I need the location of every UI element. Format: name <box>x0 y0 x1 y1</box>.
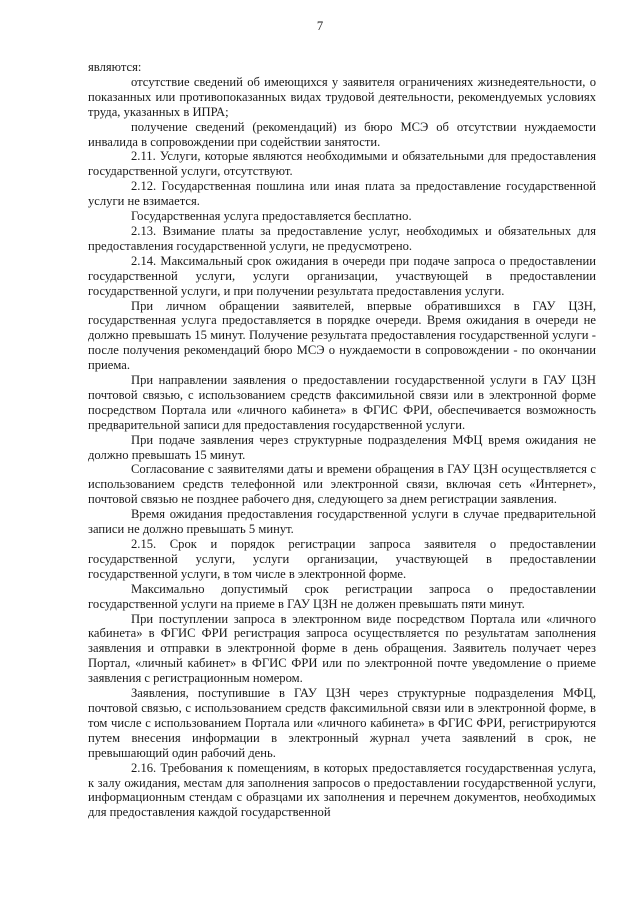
paragraph-prerecord-wait: Время ожидания предоставления государственной услуги в случае предварительной записи не должно превышать 5 минут. <box>88 507 596 537</box>
paragraph-2-16: 2.16. Требования к помещениям, в которых предоставляется государственная услуга, к залу ожидания, местам для заполнения запросов о предоставлении государственной услуги, информационным стендам с образцами их заполнения и перечнем документов, необходимых для предоставления каждой государственной <box>88 760 596 820</box>
paragraph-2-11: 2.11. Услуги, которые являются необходимыми и обязательными для предоставления государственной услуги, отсутствуют. <box>88 149 596 179</box>
paragraph-agreement: Согласование с заявителями даты и времени обращения в ГАУ ЦЗН осуществляется с использованием средств телефонной или электронной связи, включая сеть «Интернет», почтовой связью не позднее рабочего дня, следующего за днем регистрации заявления. <box>88 462 596 507</box>
paragraph-2-13: 2.13. Взимание платы за предоставление услуг, необходимых и обязательных для предоставления государственной услуги, не предусмотрено. <box>88 223 596 253</box>
paragraph-registration-journal: Заявления, поступившие в ГАУ ЦЗН через структурные подразделения МФЦ, почтовой связью, с использованием средств факсимильной связи или в электронной форме, в том числе с использованием Портала или «личного кабинета» в ФГИС ФРИ, регистрируются путем внесения информации в электронный журнал учета заявлений в срок, не превышающий один рабочий день. <box>88 686 596 760</box>
paragraph-3: получение сведений (рекомендаций) из бюро МСЭ об отсутствии нуждаемости инвалида в сопровождении при содействии занятости. <box>88 119 596 149</box>
paragraph-max-registration: Максимально допустимый срок регистрации запроса о предоставлении государственной услуги на приеме в ГАУ ЦЗН не должен превышать пяти минут. <box>88 581 596 611</box>
paragraph-2-15: 2.15. Срок и порядок регистрации запроса заявителя о предоставлении государственной услуги, услуги организации, участвующей в предоставлении государственной услуги, в том числе в электронной форме. <box>88 537 596 581</box>
paragraph-electronic-request: При поступлении запроса в электронном виде посредством Портала или «личного кабинета» в ФГИС ФРИ регистрация запроса осуществляется по результатам заполнения заявления и отправки в электронной форме в день обращения. Заявитель получает через Портал, «личный кабинет» в ФГИС ФРИ или по электронной почте уведомление о приеме заявления с регистрационным номером. <box>88 611 596 686</box>
paragraph-mfc-wait: При подаче заявления через структурные подразделения МФЦ время ожидания не должно превышать 15 минут. <box>88 432 596 462</box>
paragraph-queue-time: При личном обращении заявителей, впервые обратившихся в ГАУ ЦЗН, государственная услуга предоставляется в порядке очереди. Время ожидания в очереди не должно превышать 15 минут. Получение результата предоставления государственной услуги - после получения рекомендаций бюро МСЭ о нуждаемости в сопровождении - по окончании приема. <box>88 298 596 373</box>
paragraph-2: отсутствие сведений об имеющихся у заявителя ограничениях жизнедеятельности, о показанных или противопоказанных видах трудовой деятельности, рекомендуемых условиях труда, указанных в ИПРА; <box>88 74 596 119</box>
paragraph-2-14: 2.14. Максимальный срок ожидания в очереди при подаче запроса о предоставлении государственной услуги, услуги организации, участвующей в предоставлении государственной услуги, и при получении результата предоставления услуги. <box>88 253 596 298</box>
paragraph-preregistration: При направлении заявления о предоставлении государственной услуги в ГАУ ЦЗН почтовой связью, с использованием средств факсимильной связи или в электронной форме посредством Портала или «личного кабинета» в ФГИС ФРИ, обеспечивается возможность предварительной записи для предоставления государственной услуги. <box>88 373 596 432</box>
page-number: 7 <box>316 19 324 33</box>
page-body <box>88 60 596 820</box>
paragraph-1: являются: <box>88 60 142 74</box>
paragraph-2-12: 2.12. Государственная пошлина или иная плата за предоставление государственной услуги не взимается. <box>88 179 596 209</box>
paragraph-free-service: Государственная услуга предоставляется бесплатно. <box>131 209 412 224</box>
